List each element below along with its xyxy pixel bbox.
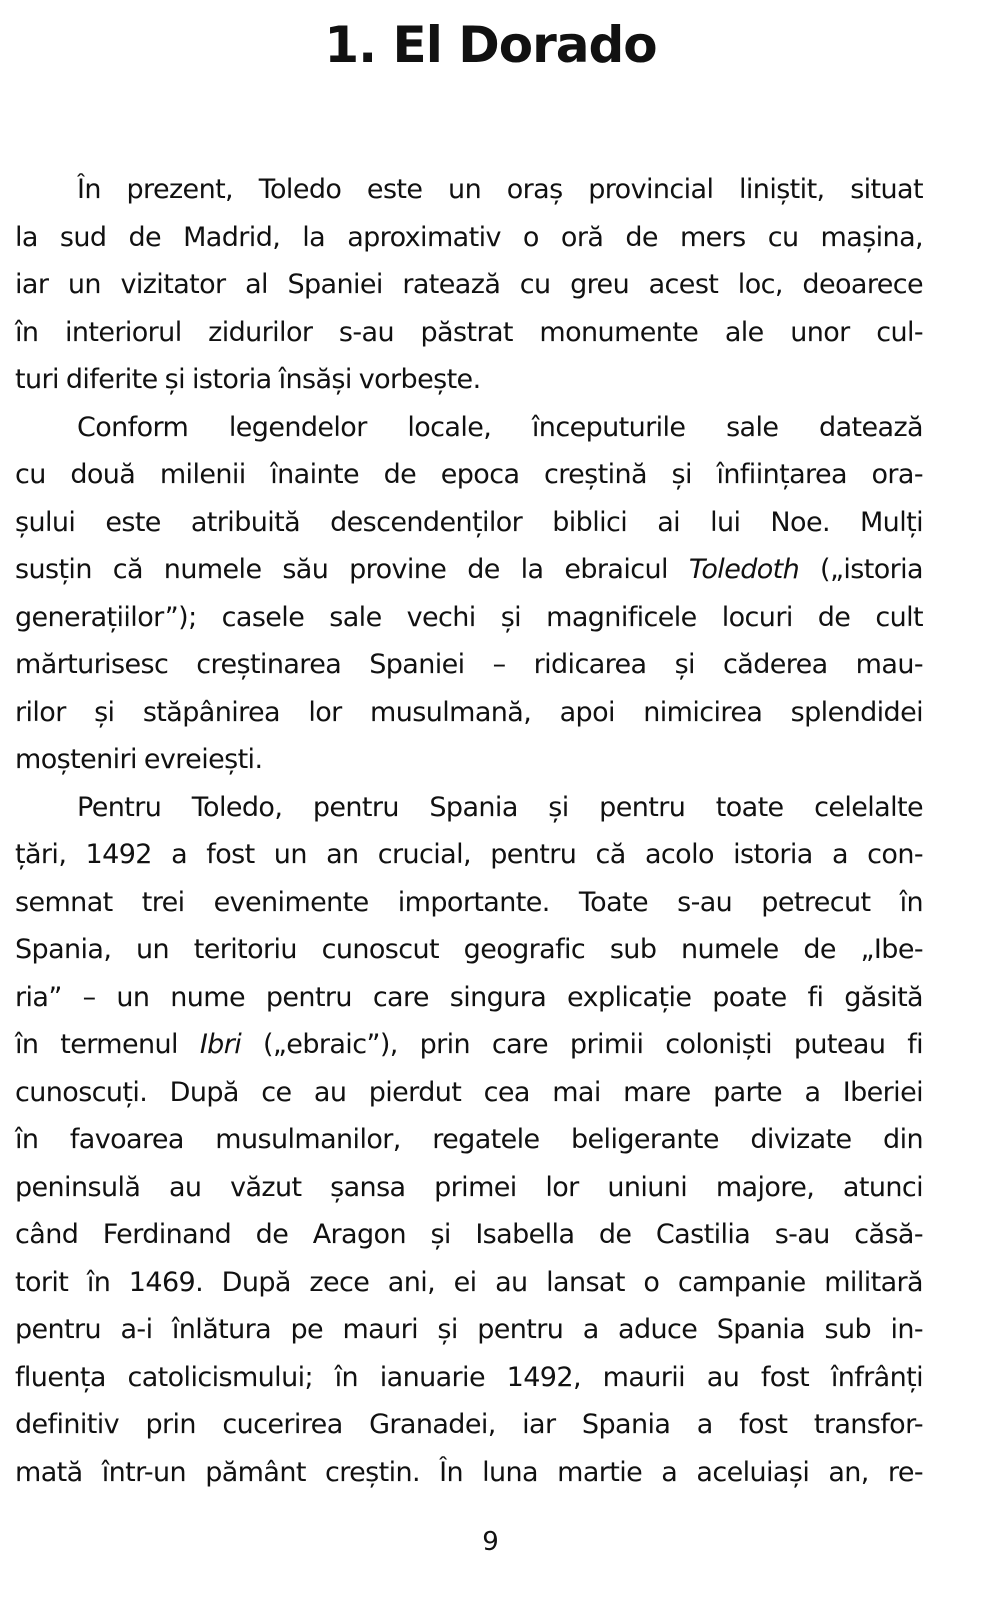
text-line: Spania, un teritoriu cunoscut geografic sub numele de „Ibe- [15,934,923,965]
text-line: ria” – un nume pentru care singura explicație poate fi găsită [15,981,923,1013]
text-line: rilor și stăpânirea lor musulmană, apoi nimicirea splendidei [15,696,923,728]
text-line: generațiilor”); casele sale vechi și magnificele locuri de cult [15,601,923,633]
text-line [15,1021,923,1069]
text-line: fluența catolicismului; în ianuarie 1492, maurii au fost înfrânți [15,1361,923,1393]
text-line: turi diferite și istoria însăși vorbește. [15,364,481,395]
text-line: la sud de Madrid, la aproximativ o oră de mers cu mașina, [15,221,923,253]
text-line: în interiorul zidurilor s-au păstrat monumente ale unor cul- [15,316,923,348]
chapter-title: 1. El Dorado [324,16,657,74]
text-line: pentru a-i înlătura pe mauri și pentru a aduce Spania sub in- [15,1314,923,1345]
italic-term: Ibri [199,1029,242,1060]
text-line: moșteniri evreiești. [15,744,263,775]
text-line: țări, 1492 a fost un an crucial, pentru că acolo istoria a con- [15,839,923,870]
text-line: peninsulă au văzut șansa primei lor uniuni majore, atunci [15,1171,923,1203]
text-line: în favoarea musulmanilor, regatele beligerante divizate din [15,1124,923,1155]
text-line: când Ferdinand de Aragon și Isabella de Castilia s-au căsă- [15,1219,923,1250]
page-number: 9 [482,1527,499,1557]
text-line: Pentru Toledo, pentru Spania și pentru toate celelalte [77,791,923,823]
text-line: cu două milenii înainte de epoca creștină și înființarea ora- [15,459,923,490]
text-line: Conform legendelor locale, începuturile sale datează [77,411,923,443]
body-text [15,166,923,1496]
text-fragment: („istoria [799,554,923,585]
italic-term: Toledoth [688,554,800,585]
text-fragment: în termenul [15,1029,200,1060]
text-line: cunoscuți. După ce au pierdut cea mai mare parte a Iberiei [15,1076,923,1108]
text-line: iar un vizitator al Spaniei ratează cu greu acest loc, deoarece [15,269,923,300]
text-line: definitiv prin cucerirea Granadei, iar Spania a fost transfor- [15,1409,923,1440]
text-fragment: susțin că numele său provine de la ebraicul [15,554,689,585]
text-fragment: („ebraic”), prin care primii coloniști puteau fi [241,1029,924,1060]
text-line: semnat trei evenimente importante. Toate s-au petrecut în [15,886,923,918]
text-line [15,546,923,594]
text-line: mată într-un pământ creștin. În luna martie a aceluiași an, re- [15,1456,923,1488]
text-line: torit în 1469. După zece ani, ei au lansat o campanie militară [15,1266,923,1298]
text-line: șului este atribuită descendenților biblici ai lui Noe. Mulți [15,506,923,538]
text-line: mărturisesc creștinarea Spaniei – ridicarea și căderea mau- [15,649,923,680]
text-line: În prezent, Toledo este un oraș provincial liniștit, situat [77,174,923,205]
